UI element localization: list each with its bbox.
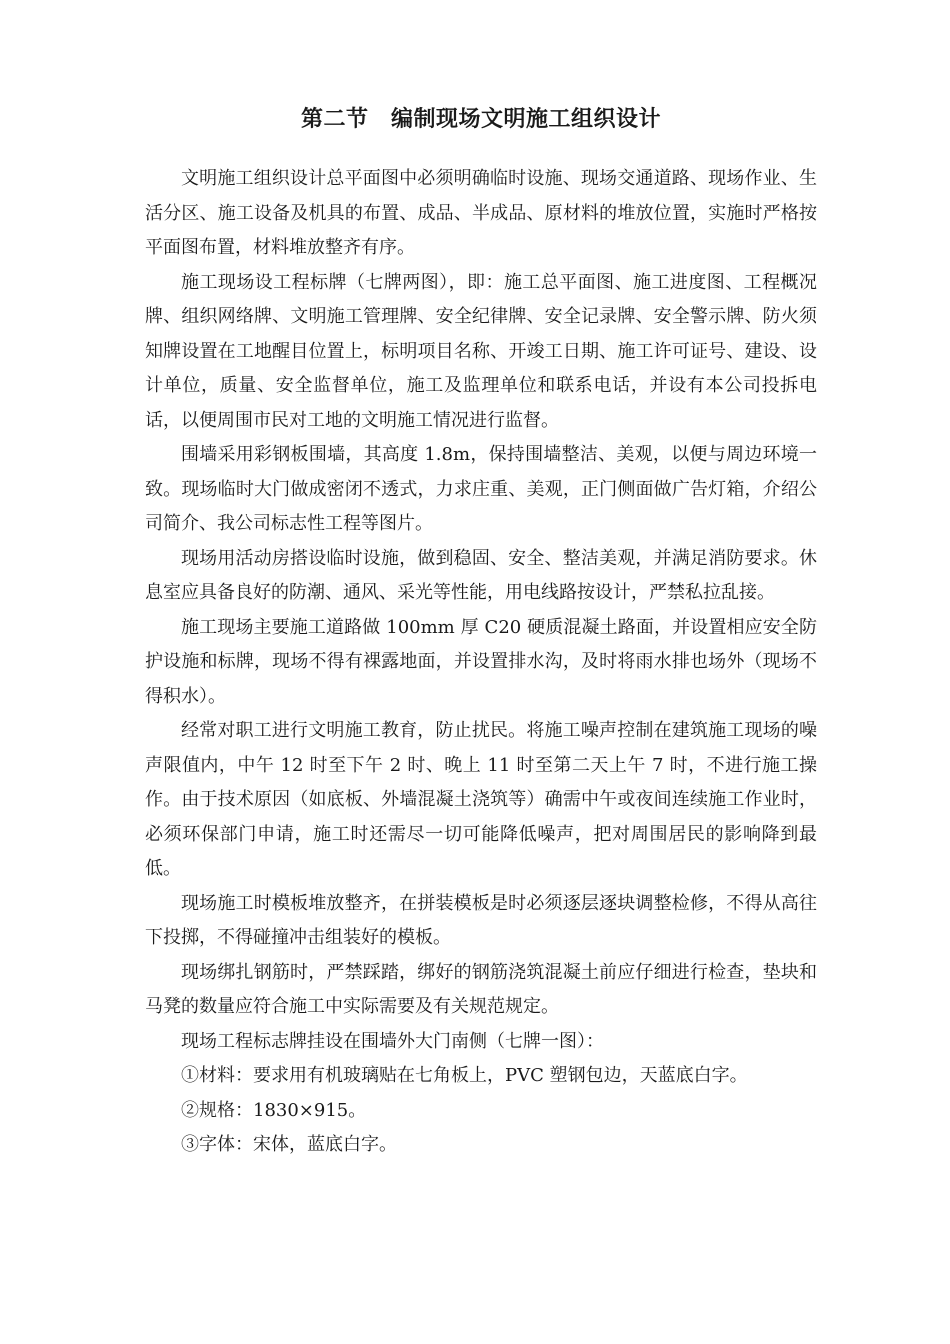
paragraph-enclosure-wall: 围墙采用彩钢板围墙，其高度 1.8m，保持围墙整洁、美观，以便与周边环境一致。现场临时大门做成密闭不透式，力求庄重、美观，正门侧面做广告灯箱，介绍公司简介、我公司标志性工程等图片。 <box>145 444 817 534</box>
paragraph-temporary-facilities: 现场用活动房搭设临时设施，做到稳固、安全、整洁美观，并满足消防要求。休息室应具备良好的防潮、通风、采光等性能，用电线路按设计，严禁私拉乱接。 <box>145 547 817 603</box>
paragraph-formwork: 现场施工时模板堆放整齐，在拼装模板是时必须逐层逐块调整检修，不得从高往下投掷，不得碰撞冲击组装好的模板。 <box>145 892 817 948</box>
paragraph-site-layout: 文明施工组织设计总平面图中必须明确临时设施、现场交通道路、现场作业、生活分区、施工设备及机具的布置、成品、半成品、原材料的堆放位置，实施时严格按平面图布置，材料堆放整齐有序。 <box>145 168 817 258</box>
list-item-specification: ②规格：1830×915。 <box>181 1099 367 1121</box>
paragraph-noise-control: 经常对职工进行文明施工教育，防止扰民。将施工噪声控制在建筑施工现场的噪声限值内，中午 12 时至下午 2 时、晚上 11 时至第二天上午 7 时，不进行施工操作。由于技术原因（如底板、外墙混凝土浇筑等）确需中午或夜间连续施工作业时，必须环保部门申请，施工时还需尽一切可能降低噪声，把对周围居民的影响降到最低。 <box>145 720 817 879</box>
document-page <box>145 100 817 1163</box>
paragraph-project-signs: 施工现场设工程标牌（七牌两图），即：施工总平面图、施工进度图、工程概况牌、组织网络牌、文明施工管理牌、安全纪律牌、安全记录牌、安全警示牌、防火须知牌设置在工地醒目位置上，标明项目名称、开竣工日期、施工许可证号、建设、设计单位，质量、安全监督单位，施工及监理单位和联系电话，并设有本公司投拆电话，以便周围市民对工地的文明施工情况进行监督。 <box>145 271 817 431</box>
paragraph-sign-placement: 现场工程标志牌挂设在围墙外大门南侧（七牌一图）： <box>181 1030 604 1052</box>
paragraph-rebar: 现场绑扎钢筋时，严禁踩踏，绑好的钢筋浇筑混凝土前应仔细进行检查，垫块和马凳的数量应符合施工中实际需要及有关规范规定。 <box>145 961 817 1017</box>
list-item-font: ③字体：宋体，蓝底白字。 <box>181 1134 397 1155</box>
section-title: 第二节 编制现场文明施工组织设计 <box>300 107 661 132</box>
paragraph-site-roads: 施工现场主要施工道路做 100mm 厚 C20 硬质混凝土路面，并设置相应安全防护设施和标牌，现场不得有裸露地面，并设置排水沟，及时将雨水排也场外（现场不得积水）。 <box>145 616 817 707</box>
list-item-material: ①材料：要求用有机玻璃贴在七角板上，PVC 塑钢包边，天蓝底白字。 <box>181 1065 748 1086</box>
